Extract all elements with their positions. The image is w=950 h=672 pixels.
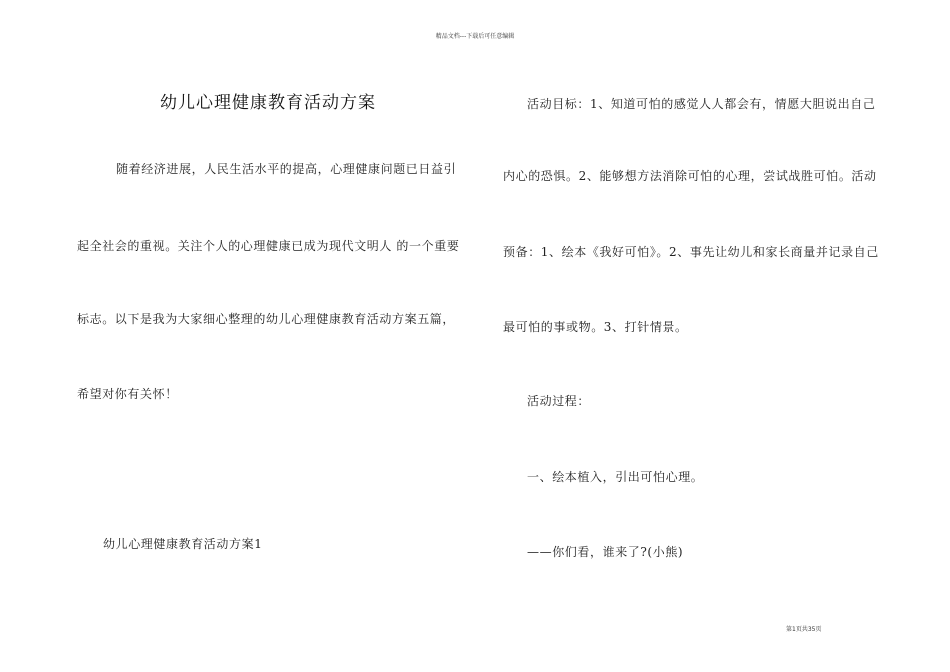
activity-process-heading: 活动过程：: [527, 394, 591, 408]
right-line-4: 最可怕的事或物。3、打针情景。: [503, 320, 688, 334]
intro-line-3: 标志。以下是我为大家细心整理的幼儿心理健康教育活动方案五篇，: [77, 312, 456, 326]
right-line-6: 一、绘本植入，引出可怕心理。: [527, 470, 704, 484]
intro-line-2: 起全社会的重视。关注个人的心理健康已成为现代文明人 的一个重要: [77, 239, 460, 253]
page-number: 第1页共35页: [786, 626, 822, 633]
right-line-3: 预备：1、绘本《我好可怕》。2、事先让幼儿和家长商量并记录自己: [503, 245, 879, 259]
page-header-note: 精品文档---下载后可任意编辑: [435, 33, 515, 40]
right-line-7: ——你们看，谁来了?(小熊): [527, 545, 684, 559]
document-title: 幼儿心理健康教育活动方案: [160, 93, 376, 113]
right-line-2: 内心的恐惧。2、能够想方法消除可怕的心理，尝试战胜可怕。活动: [503, 169, 877, 183]
right-line-1: 活动目标：1、知道可怕的感觉人人都会有，情愿大胆说出自己: [527, 97, 876, 111]
intro-line-4: 希望对你有关怀！: [77, 387, 178, 401]
intro-line-1: 随着经济进展，人民生活水平的提高，心理健康问题已日益引: [116, 162, 457, 176]
section-heading: 幼儿心理健康教育活动方案1: [103, 537, 263, 551]
